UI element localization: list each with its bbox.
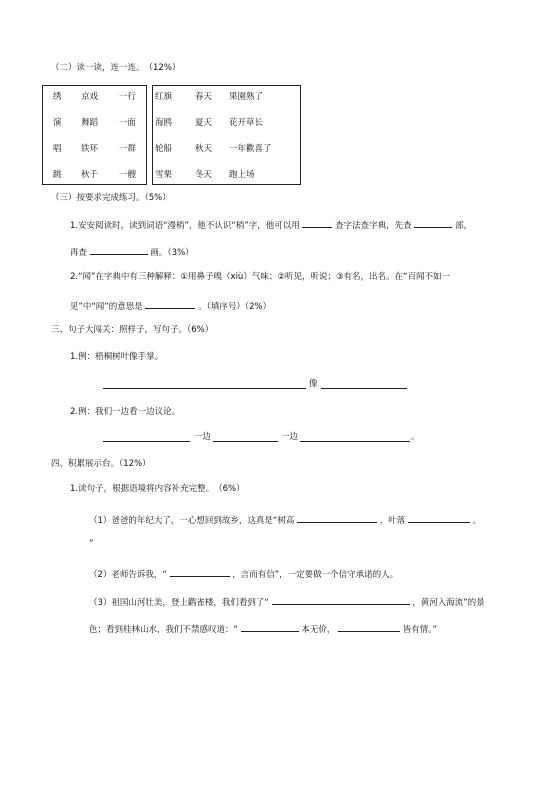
word-cell[interactable]: 红旗 xyxy=(155,92,173,102)
blank-input[interactable] xyxy=(145,299,195,309)
section-title: （三）按要求完成练习。（5%） xyxy=(51,193,171,203)
blank-input[interactable] xyxy=(414,218,452,228)
answer-line[interactable] xyxy=(103,441,190,442)
word-cell[interactable]: 春天 xyxy=(195,92,213,102)
example-2: 2.例：我们一边看一边议论。 xyxy=(70,407,181,417)
sentence-2 xyxy=(89,567,398,581)
question-1-line-1 xyxy=(70,218,472,232)
word-cell[interactable]: 舞蹈 xyxy=(81,118,99,128)
s2-text-a: （2）老师告诉我，“ xyxy=(89,570,167,580)
q1-text-b: 查字法查字典，先查 xyxy=(335,221,412,231)
word-cell[interactable]: 绣 xyxy=(53,92,62,102)
question-2-line-2 xyxy=(70,299,271,313)
question-1-line-2 xyxy=(70,245,194,259)
blank-input[interactable] xyxy=(297,513,377,523)
s3-text-b: ，黄河入海流”的景 xyxy=(412,598,485,608)
word-cell[interactable]: 一行 xyxy=(119,92,137,102)
sentence-3-line-2 xyxy=(89,622,437,636)
word-cell[interactable]: 夏天 xyxy=(195,118,213,128)
s3-text-c: 色；看到桂林山水，我们不禁感叹道：“ xyxy=(89,625,238,635)
example-word: 像 xyxy=(309,379,318,389)
section-title: 四、积累展示台。（12%） xyxy=(51,459,151,469)
word-cell[interactable]: 海鸥 xyxy=(155,118,173,128)
example-word: 一边 xyxy=(194,432,212,442)
word-cell[interactable]: 一群 xyxy=(119,144,137,154)
word-cell[interactable]: 一面 xyxy=(119,118,137,128)
word-cell[interactable]: 轮船 xyxy=(155,144,173,154)
blank-input[interactable] xyxy=(302,218,332,228)
s3-text-e: 皆有情。” xyxy=(402,625,437,635)
word-cell[interactable]: 一年歡喜了 xyxy=(229,144,272,154)
word-cell[interactable]: 冬天 xyxy=(195,170,213,180)
s1-text-b: ，叶落 xyxy=(379,516,406,526)
period: 。 xyxy=(411,432,420,442)
word-cell[interactable]: 京戏 xyxy=(81,92,99,102)
q2-text-b: 见”中“闻”的意思是 xyxy=(70,302,143,312)
sentence-1 xyxy=(89,513,481,527)
s3-text-a: （3）祖国山河壮美，登上鹳雀楼，我们看到了“ xyxy=(89,598,269,608)
q1-text-e: 画。（3%） xyxy=(150,248,194,258)
sentence-3-line-1 xyxy=(89,595,485,609)
word-cell[interactable]: 演 xyxy=(53,118,62,128)
section-title: （二）读一读，连一连。 （12%） xyxy=(51,63,181,73)
example-1: 1.例：梧桐树叶像手掌。 xyxy=(70,352,164,362)
blank-input[interactable] xyxy=(408,513,470,523)
q1-text-c: 部， xyxy=(455,221,473,231)
sub-question: 1.读句子，根据语境将内容补充完整。 （6%） xyxy=(70,484,245,494)
s1-text-a: （1）爸爸的年纪大了，一心想回到故乡，这真是“树高 xyxy=(89,516,295,526)
word-box-left xyxy=(42,85,147,185)
word-cell[interactable]: 一艘 xyxy=(119,170,137,180)
s3-text-d: 本无价， xyxy=(301,625,336,635)
q2-text-c: 。（填序号）（2%） xyxy=(198,302,272,312)
section-title: 三、句子大闯关：照样子，写句子。（6%） xyxy=(51,325,214,335)
sentence-1-end: ” xyxy=(89,539,94,549)
word-cell[interactable]: 铁环 xyxy=(81,144,99,154)
blank-input[interactable] xyxy=(272,595,410,605)
s1-text-c: 。 xyxy=(472,516,482,526)
word-cell[interactable]: 秋千 xyxy=(81,170,99,180)
answer-line[interactable] xyxy=(321,388,407,389)
q1-text-a: 1.安安阅读时，读到词语“漫梢”，他不认识“梢”字，他可以用 xyxy=(70,221,300,231)
q1-text-d: 再查 xyxy=(70,248,88,258)
word-cell[interactable]: 跑上场 xyxy=(229,170,255,180)
word-cell[interactable]: 花开草长 xyxy=(229,118,264,128)
blank-input[interactable] xyxy=(241,622,299,632)
question-2-line-1: 2.“闻”在字典中有三种解释：①用鼻子嗅（xiù）气味；②听见，听说；③有名，出名。在“百闻不如一 xyxy=(70,272,450,282)
blank-input[interactable] xyxy=(170,567,230,577)
example-word: 一边 xyxy=(281,432,299,442)
word-cell[interactable]: 秋天 xyxy=(195,144,213,154)
answer-line[interactable] xyxy=(300,441,410,442)
s2-text-b: ，言而有信”，一定要做一个信守承诺的人。 xyxy=(232,570,399,580)
word-box-right xyxy=(152,85,301,185)
answer-line[interactable] xyxy=(213,441,278,442)
word-cell[interactable]: 雪栗 xyxy=(155,170,173,180)
blank-input[interactable] xyxy=(90,245,148,255)
word-cell[interactable]: 果園熟了 xyxy=(229,92,264,102)
answer-line[interactable] xyxy=(103,388,306,389)
blank-input[interactable] xyxy=(338,622,400,632)
word-cell[interactable]: 唱 xyxy=(53,144,62,154)
word-cell[interactable]: 跳 xyxy=(53,170,62,180)
